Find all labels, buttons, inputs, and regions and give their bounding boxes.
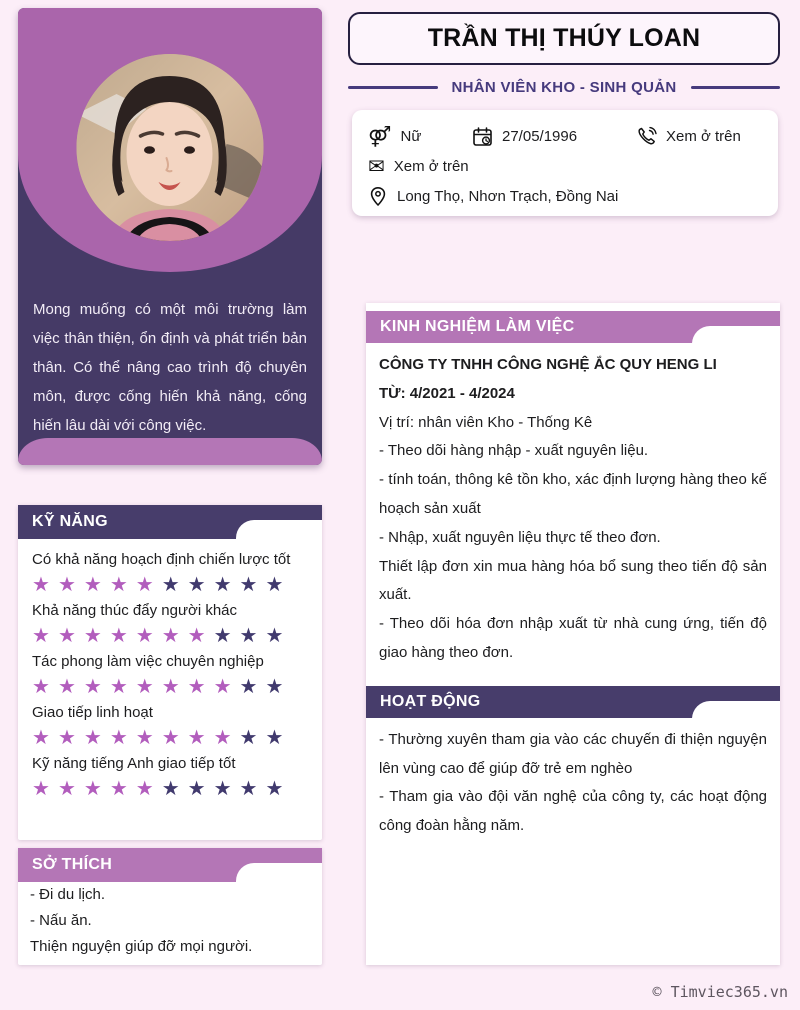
star-icon: ★	[83, 674, 102, 698]
company-name: CÔNG TY TNHH CÔNG NGHỆ ẮC QUY HENG LI	[379, 356, 717, 373]
skill-rating	[32, 625, 308, 647]
star-icon: ★	[57, 623, 76, 647]
skill-item	[32, 653, 308, 698]
skill-item	[32, 551, 308, 596]
star-icon: ★	[187, 725, 206, 749]
star-icon: ★	[265, 623, 284, 647]
skills-section	[18, 505, 322, 840]
profile-card	[18, 8, 322, 465]
skill-label: Giao tiếp linh hoạt	[32, 704, 153, 721]
star-icon: ★	[135, 776, 154, 800]
hobbies-list	[18, 882, 322, 955]
phone-value: Xem ở trên	[666, 127, 741, 145]
info-row-2	[368, 151, 762, 181]
calendar-icon	[472, 126, 493, 147]
activity-line: - Tham gia vào đội văn nghệ của công ty, các hoạt động công đoàn hằng năm.	[379, 788, 767, 835]
personal-info-card	[352, 110, 778, 216]
birthday-value: 27/05/1996	[502, 127, 578, 145]
email-field	[368, 156, 469, 176]
activities-lines	[379, 726, 767, 841]
star-icon: ★	[109, 623, 128, 647]
gender-field	[368, 126, 472, 146]
info-row-3	[368, 181, 762, 211]
star-icon: ★	[109, 725, 128, 749]
location-pin-icon	[368, 186, 388, 207]
experience-header	[366, 311, 780, 343]
address-value: Long Thọ, Nhơn Trạch, Đồng Nai	[397, 187, 619, 205]
hobbies-header	[18, 848, 322, 882]
phone-icon	[636, 126, 657, 147]
star-icon: ★	[135, 674, 154, 698]
star-icon: ★	[32, 674, 50, 698]
experience-line: - Theo dõi hóa đơn nhập xuất từ nhà cung ứng, tiến độ giao hàng theo đơn.	[379, 615, 767, 661]
star-icon: ★	[187, 623, 206, 647]
star-icon: ★	[57, 674, 76, 698]
hobbies-heading: SỞ THÍCH	[32, 856, 113, 873]
phone-field	[636, 126, 741, 147]
star-icon: ★	[187, 572, 206, 596]
skill-rating	[32, 574, 308, 596]
star-icon: ★	[57, 725, 76, 749]
experience-heading: KINH NGHIỆM LÀM VIỆC	[380, 318, 575, 335]
star-icon: ★	[32, 572, 50, 596]
star-icon: ★	[265, 725, 284, 749]
hobby-item: Thiện nguyện giúp đỡ mọi người.	[30, 938, 253, 955]
star-icon: ★	[135, 572, 154, 596]
star-icon: ★	[57, 776, 76, 800]
star-icon: ★	[213, 776, 232, 800]
skills-list	[18, 539, 322, 800]
gender-value: Nữ	[400, 127, 422, 145]
star-icon: ★	[83, 623, 102, 647]
candidate-name: TRẦN THỊ THÚY LOAN	[427, 24, 701, 52]
skill-rating	[32, 676, 308, 698]
skill-label: Tác phong làm việc chuyên nghiệp	[32, 653, 264, 670]
job-title: NHÂN VIÊN KHO - SINH QUẢN	[451, 78, 677, 96]
employment-period: TỪ: 4/2021 - 4/2024	[379, 384, 515, 402]
star-icon: ★	[135, 623, 154, 647]
star-icon: ★	[109, 674, 128, 698]
star-icon: ★	[213, 725, 232, 749]
star-icon: ★	[239, 776, 258, 800]
skills-header	[18, 505, 322, 539]
star-icon: ★	[239, 572, 258, 596]
star-icon: ★	[213, 623, 232, 647]
skill-item	[32, 704, 308, 749]
star-icon: ★	[109, 572, 128, 596]
star-icon: ★	[187, 776, 206, 800]
star-icon: ★	[161, 776, 180, 800]
star-icon: ★	[161, 674, 180, 698]
star-icon: ★	[239, 725, 258, 749]
title-divider-right	[691, 86, 781, 89]
skill-label: Khả năng thúc đẩy người khác	[32, 602, 238, 619]
star-icon: ★	[57, 572, 76, 596]
star-icon: ★	[265, 776, 284, 800]
name-box	[348, 12, 780, 65]
activities-heading: HOẠT ĐỘNG	[380, 692, 481, 710]
experience-content	[366, 343, 780, 668]
star-icon: ★	[239, 674, 258, 698]
star-icon: ★	[265, 674, 284, 698]
star-icon: ★	[213, 572, 232, 596]
star-icon: ★	[161, 623, 180, 647]
job-title-row	[348, 76, 780, 98]
skill-item	[32, 755, 308, 800]
hobbies-section	[18, 848, 322, 965]
star-icon: ★	[161, 725, 180, 749]
activities-content	[366, 718, 780, 841]
skill-label: Có khả năng hoạch định chiến lược tốt	[32, 551, 291, 568]
address-field	[368, 186, 618, 207]
star-icon: ★	[135, 725, 154, 749]
star-icon: ★	[109, 776, 128, 800]
star-icon: ★	[187, 674, 206, 698]
skill-label: Kỹ năng tiếng Anh giao tiếp tốt	[32, 755, 236, 772]
experience-line: - Nhập, xuất nguyên liệu thực tế theo đơn.	[379, 528, 661, 546]
watermark-credit: © Timviec365.vn	[652, 983, 788, 1001]
title-divider-left	[348, 86, 438, 89]
main-panel	[366, 303, 780, 965]
career-objective: Mong muống có một môi trường làm việc thân thiện, ổn định và phát triển bản thân. Có thể nâng cao trình độ chuyên môn, được cống hiến khả năng, cống hiến lâu dài với công việc.	[33, 301, 307, 434]
experience-line: - tính toán, thông kê tồn kho, xác định lượng hàng theo kế hoạch sản xuất	[379, 471, 767, 517]
hobby-item: - Đi du lịch.	[30, 886, 106, 903]
star-icon: ★	[239, 623, 258, 647]
experience-lines	[379, 409, 767, 668]
skills-heading: KỸ NĂNG	[32, 513, 108, 530]
star-icon: ★	[83, 776, 102, 800]
star-icon: ★	[32, 623, 50, 647]
activities-header	[366, 686, 780, 718]
birthday-field	[472, 126, 636, 147]
info-row-1	[368, 121, 762, 151]
star-icon: ★	[161, 572, 180, 596]
star-icon: ★	[83, 725, 102, 749]
email-value: Xem ở trên	[393, 157, 469, 175]
star-icon: ★	[32, 776, 50, 800]
skill-rating	[32, 727, 308, 749]
experience-line: Thiết lập đơn xin mua hàng hóa bổ sung theo tiến độ sản xuất.	[379, 557, 767, 604]
star-icon: ★	[265, 572, 284, 596]
skill-rating	[32, 778, 308, 800]
experience-line: - Theo dõi hàng nhập - xuất nguyên liệu.	[379, 442, 649, 460]
gender-icon: ⚤	[368, 124, 392, 148]
star-icon: ★	[32, 725, 50, 749]
hobby-item: - Nấu ăn.	[30, 912, 92, 929]
experience-line: Vị trí: nhân viên Kho - Thống Kê	[379, 413, 593, 431]
profile-photo	[77, 54, 264, 241]
star-icon: ★	[213, 674, 232, 698]
card-bottom-strip	[18, 438, 322, 465]
star-icon: ★	[83, 572, 102, 596]
profile-photo-placeholder	[77, 54, 264, 241]
activity-line: - Thường xuyên tham gia vào các chuyến đi thiện nguyện lên vùng cao để giúp đỡ trẻ em nghèo	[379, 730, 767, 777]
email-icon: ✉	[368, 154, 385, 178]
skill-item	[32, 602, 308, 647]
